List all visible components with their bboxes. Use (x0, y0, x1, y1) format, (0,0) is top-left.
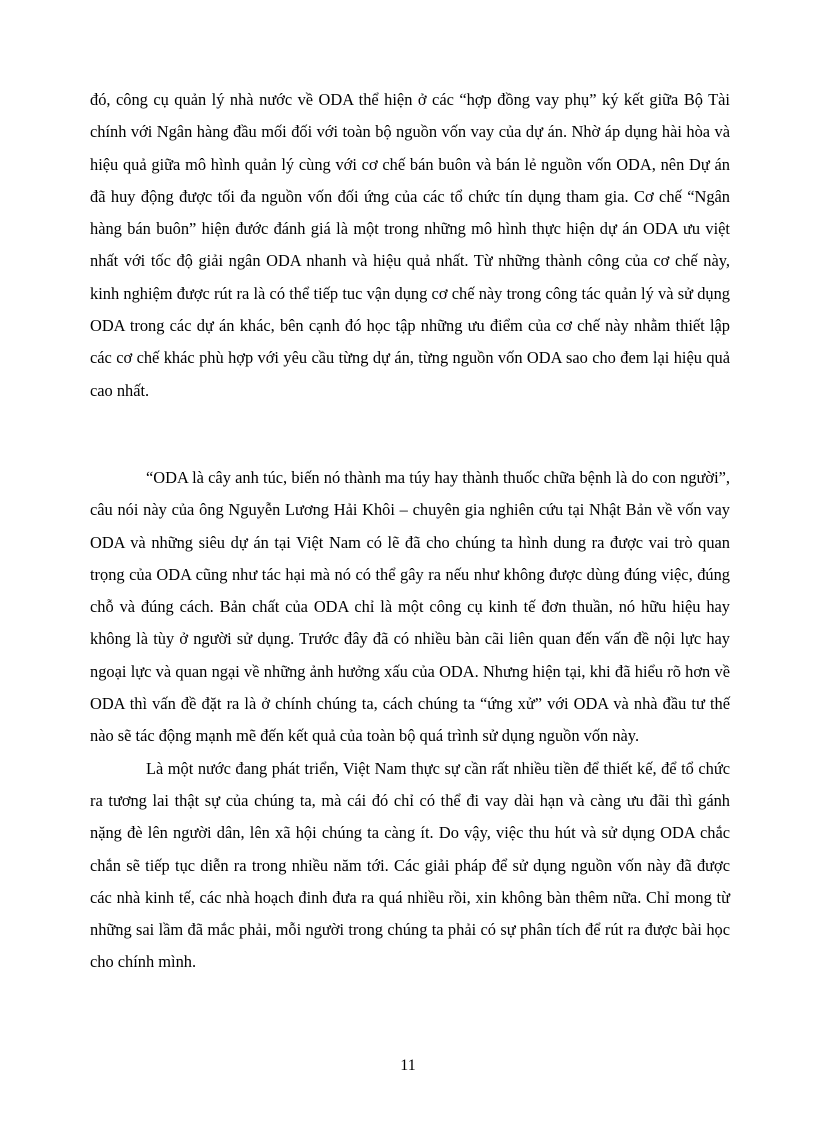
text-block-top (90, 84, 730, 407)
paragraph-wholesale-bank-mechanism: đó, công cụ quản lý nhà nước về ODA thể hiện ở các “hợp đồng vay phụ” ký kết giữa Bộ Tài chính với Ngân hàng đầu mối đối với toàn bộ nguồn vốn vay của dự án. Nhờ áp dụng hài hòa và hiệu quả giữa mô hình quản lý cùng với cơ chế bán buôn và bán lẻ nguồn vốn ODA, nên Dự án đã huy động được tối đa nguồn vốn đối ứng của các tổ chức tín dụng tham gia. Cơ chế “Ngân hàng bán buôn” hiện đước đánh giá là một trong những mô hình thực hiện dự án ODA ưu việt nhất với tốc độ giải ngân ODA nhanh và hiệu quả nhất. Từ những thành công của cơ chế này, kinh nghiệm được rút ra là có thể tiếp tuc vận dụng cơ chế này trong công tác quản lý và sử dụng ODA trong các dự án khác, bên cạnh đó học tập những ưu điểm của cơ chế này nhằm thiết lập các cơ chế khác phù hợp với yêu cầu từng dự án, từng nguồn vốn ODA sao cho đem lại hiệu quả cao nhất. (90, 90, 730, 400)
text-block-conclusion (90, 462, 730, 979)
page-number: 11 (400, 1057, 416, 1074)
paragraph-oda-quote: “ODA là cây anh túc, biến nó thành ma túy hay thành thuốc chữa bệnh là do con người”, câu nói này của ông Nguyễn Lương Hải Khôi – chuyên gia nghiên cứu tại Nhật Bản về vốn vay ODA và những siêu dự án tại Việt Nam có lẽ đã cho chúng ta hình dung ra được vai trò quan trọng của ODA cũng như tác hại mà nó có thể gây ra nếu như không được dùng đúng việc, đúng chỗ và đúng cách. Bản chất của ODA chỉ là một công cụ kinh tế đơn thuần, nó hữu hiệu hay không là tùy ở người sử dụng. Trước đây đã có nhiều bàn cãi liên quan đến vấn đề nội lực hay ngoại lực và quan ngại về những ảnh hưởng xấu của ODA. Nhưng hiện tại, khi đã hiểu rõ hơn về ODA thì vấn đề đặt ra là ở chính chúng ta, cách chúng ta “ứng xử” với ODA và nhà đầu tư thế nào sẽ tác động mạnh mẽ đến kết quả của toàn bộ quá trình sử dụng nguồn vốn này. (90, 468, 730, 746)
paragraph-vietnam-development: Là một nước đang phát triển, Việt Nam thực sự cần rất nhiều tiền để thiết kế, để tổ chức ra tương lai thật sự của chúng ta, mà cái đó chỉ có thể đi vay dài hạn và càng ưu đãi thì gánh nặng đè lên người dân, lên xã hội chúng ta càng ít. Do vậy, việc thu hút và sử dụng ODA chắc chắn sẽ tiếp tục diễn ra trong nhiều năm tới. Các giải pháp để sử dụng nguồn vốn này đã được các nhà kinh tế, các nhà hoạch đinh đưa ra quá nhiều rồi, xin không bàn thêm nữa. Chỉ mong từ những sai lầm đã mắc phải, mỗi người trong chúng ta phải có sự phân tích để rút ra được bài học cho chính mình. (90, 758, 730, 972)
